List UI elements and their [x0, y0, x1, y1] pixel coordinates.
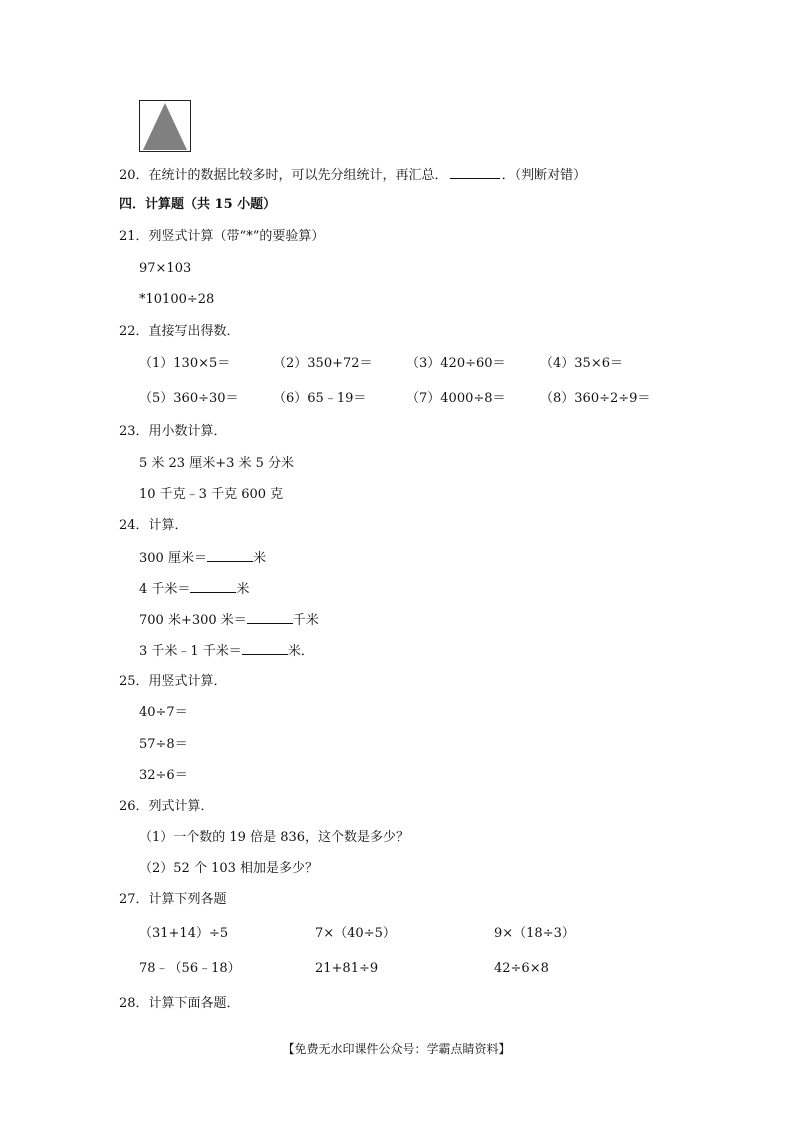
answer-blank[interactable] — [190, 580, 236, 593]
section-count: 15 — [214, 197, 233, 212]
q23-item-1: 5 米 23 厘米+3 米 5 分米 — [139, 456, 295, 471]
q24-post: 米 — [236, 582, 250, 597]
question-26 — [119, 799, 214, 815]
question-28 — [119, 996, 240, 1012]
q27-item: 9×（18÷3） — [494, 926, 575, 941]
triangle-figure — [139, 100, 191, 152]
section-title-a: 四．计算题（共 — [119, 197, 215, 212]
q22-item: （1）130×5＝ — [139, 356, 231, 371]
question-text: 计算． — [148, 518, 188, 533]
q24-item-2 — [139, 580, 249, 598]
question-number: 27． — [119, 892, 149, 907]
q26-item-2: （2）52 个 103 相加是多少？ — [139, 861, 319, 876]
q25-item-3: 32÷6＝ — [139, 768, 188, 783]
q24-pre: 700 米+300 米＝ — [139, 613, 247, 628]
q22-item: （5）360÷30＝ — [139, 391, 239, 406]
question-tail: ．（判断对错） — [501, 168, 587, 183]
q21-item-2: *10100÷28 — [139, 292, 215, 307]
question-text: 计算下列各题 — [148, 892, 227, 907]
triangle-icon — [140, 101, 190, 151]
question-24 — [119, 518, 188, 534]
q21-item-1: 97×103 — [139, 261, 192, 276]
answer-blank[interactable] — [207, 549, 253, 562]
q22-item: （2）350+72＝ — [273, 356, 373, 371]
answer-blank[interactable] — [450, 166, 500, 179]
question-number: 26． — [119, 799, 149, 814]
q22-item: （8）360÷2÷9＝ — [540, 391, 651, 406]
question-text: 直接写出得数． — [148, 324, 240, 339]
answer-blank[interactable] — [247, 611, 293, 624]
section-title-b: 小题） — [232, 197, 277, 212]
q26-item-1: （1）一个数的 19 倍是 836，这个数是多少？ — [139, 830, 410, 845]
question-number: 21． — [119, 229, 149, 244]
question-number: 25． — [119, 674, 149, 689]
q24-pre: 3 千米﹣1 千米＝ — [139, 644, 242, 659]
q22-item: （6）65﹣19＝ — [273, 391, 367, 406]
q24-pre: 4 千米＝ — [139, 582, 191, 597]
question-number: 23． — [119, 424, 149, 439]
q23-item-2: 10 千克﹣3 千克 600 克 — [139, 487, 284, 502]
question-number: 22． — [119, 324, 149, 339]
q24-item-4 — [139, 642, 314, 660]
q24-post: 米 — [252, 551, 266, 566]
question-number: 24． — [119, 518, 149, 533]
q27-item: 78﹣（56﹣18） — [139, 961, 241, 976]
question-25 — [119, 674, 227, 690]
q24-post: 千米 — [292, 613, 319, 628]
question-number: 28． — [119, 996, 149, 1011]
question-22 — [119, 324, 240, 340]
q27-item: 7×（40÷5） — [315, 926, 396, 941]
q24-item-1 — [139, 549, 266, 567]
q22-item: （3）420÷60＝ — [406, 356, 506, 371]
q25-item-2: 57÷8＝ — [139, 737, 188, 752]
answer-blank[interactable] — [242, 642, 288, 655]
q24-item-3 — [139, 611, 319, 629]
q24-pre: 300 厘米＝ — [139, 551, 207, 566]
section-heading — [119, 197, 276, 213]
q25-item-1: 40÷7＝ — [139, 705, 188, 720]
question-text: 计算下面各题． — [148, 996, 240, 1011]
question-23 — [119, 424, 227, 440]
q27-item: 42÷6×8 — [494, 961, 549, 976]
question-27 — [119, 892, 227, 908]
question-number: 20． — [119, 168, 149, 183]
question-21 — [119, 229, 324, 245]
question-text: 用小数计算． — [148, 424, 227, 439]
question-text: 在统计的数据比较多时，可以先分组统计，再汇总． — [148, 168, 448, 183]
page-footer: 【免费无水印课件公众号：学霸点睛资料】 — [282, 1042, 511, 1056]
question-text: 列竖式计算（带“*”的要验算） — [148, 229, 325, 244]
question-20 — [119, 166, 586, 184]
q24-post: 米． — [287, 644, 314, 659]
q27-item: （31+14）÷5 — [139, 926, 229, 941]
q22-item: （7）4000÷8＝ — [406, 391, 506, 406]
q27-item: 21+81÷9 — [315, 961, 379, 976]
question-text: 用竖式计算． — [148, 674, 227, 689]
question-text: 列式计算． — [148, 799, 214, 814]
q22-item: （4）35×6＝ — [540, 356, 623, 371]
